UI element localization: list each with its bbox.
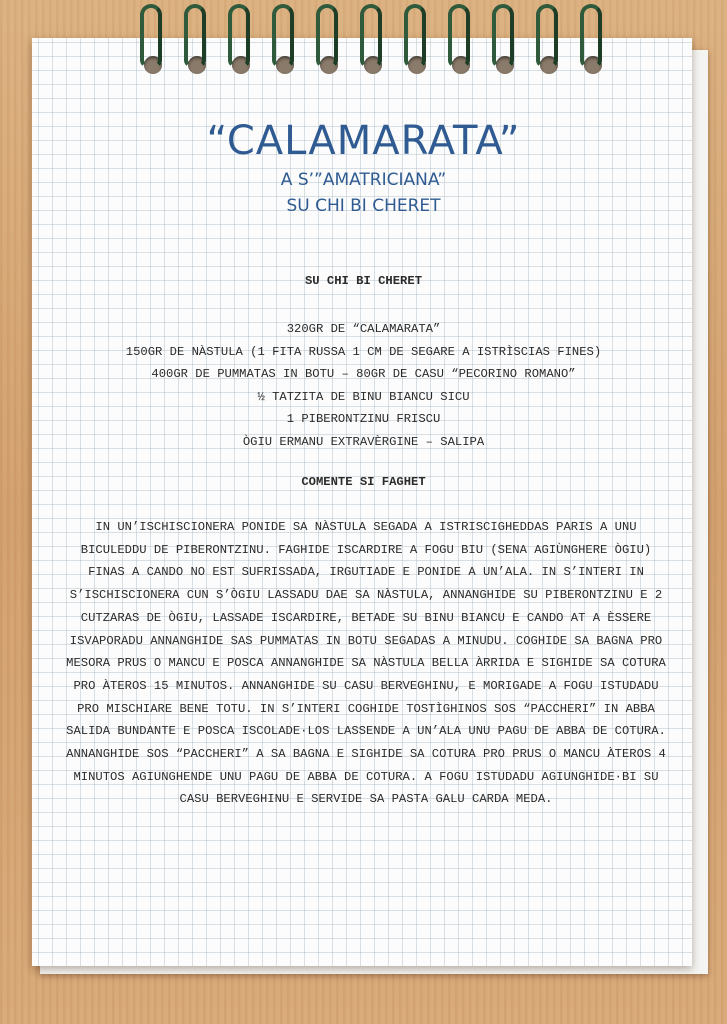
ingredient-item: ½ TATZITA DE BINU BIANCU SICU: [257, 389, 470, 404]
method-text: IN UN’ISCHISCIONERA PONIDE SA NÀSTULA SEGADA A ISTRISCIGHEDDAS PARIS A UNU BICULEDDU DE PIBERONTZINU. FAGHIDE ISCARDIRE A FOGU BIU (SENA AGIÙNGHERE ÒGIU) FINAS A CANDO NO EST SUFRISSADA, IRGUTIADE E PONIDE A UN’ALA. IN S’INTERI IN S’ISCHISCIONERA CUN S’ÒGIU LASSADU DAE SA NÀSTULA, ANNANGHIDE SU PIBERONTZINU E 2 CUTZARAS DE ÒGIU, LASSADE ISCARDIRE, BETADE SU BINU BIANCU E CANDO AT A ÈSSERE ISVAPORADU ANNANGHIDE SAS PUMMATAS IN BOTU SEGADAS A MINUDU. COGHIDE SA BAGNA PRO MESORA PRUS O MANCU E POSCA ANNANGHIDE SA NÀSTULA BELLA ÀRRIDA E SIGHIDE SA COTURA PRO ÀTEROS 15 MINUTOS. ANNANGHIDE SU CASU BERVEGHINU, E MORIGADE A FOGU ISTUDADU PRO MISCHIARE BENE TOTU. IN S’INTERI COGHIDE TOSTÌGHINOS SOS “PACCHERI” IN ABBA SALIDA BUNDANTE E POSCA ISCOLADE·LOS LASSENDE A UN’ALA UNU PAGU DE ABBA DE COTURA. ANNANGHIDE SOS “PACCHERI” A SA BAGNA E SIGHIDE SA COTURA PRO PRUS O MANCU ÀTEROS 4 MINUTOS AGIUNGHENDE UNU PAGU DE ABBA DE COTURA. A FOGU ISTUDADU AGIUNGHIDE·BI SU CASU BERVEGHINU E SERVIDE SA PASTA GALU CARDA MEDA.: [66, 520, 666, 807]
coil-icon: [490, 4, 518, 76]
coil-icon: [182, 4, 210, 76]
ingredient-item: 400GR DE PUMMATAS IN BOTU – 80GR DE CASU “PECORINO ROMANO”: [151, 367, 576, 381]
recipe-subtitle-2: SU CHI BI CHERET: [286, 196, 441, 216]
coil-icon: [402, 4, 430, 76]
coil-icon: [270, 4, 298, 76]
ingredient-item: 1 PIBERONTZINU FRISCU: [286, 412, 441, 426]
coil-icon: [578, 4, 606, 76]
coil-icon: [358, 4, 386, 76]
coil-icon: [226, 4, 254, 76]
ingredient-item: 320GR DE “CALAMARATA”: [286, 322, 441, 336]
ingredients-heading: SU CHI BI CHERET: [304, 274, 423, 288]
coil-icon: [314, 4, 342, 76]
ingredient-item: ÒGIU ERMANU EXTRAVÈRGINE – SALIPA: [242, 434, 485, 449]
method-heading: COMENTE SI FAGHET: [301, 475, 426, 489]
ingredient-item: 150GR DE NÀSTULA (1 FITA RUSSA 1 CM DE SEGARE A ISTRÌSCIAS FINES): [125, 344, 602, 359]
recipe-title: “CALAMARATA”: [206, 118, 521, 164]
coil-icon: [534, 4, 562, 76]
recipe-subtitle: A S’”AMATRICIANA”: [280, 170, 447, 190]
ingredients-list: [60, 318, 667, 453]
spiral-binding-icon: [0, 0, 727, 80]
coil-icon: [138, 4, 166, 76]
coil-icon: [446, 4, 474, 76]
